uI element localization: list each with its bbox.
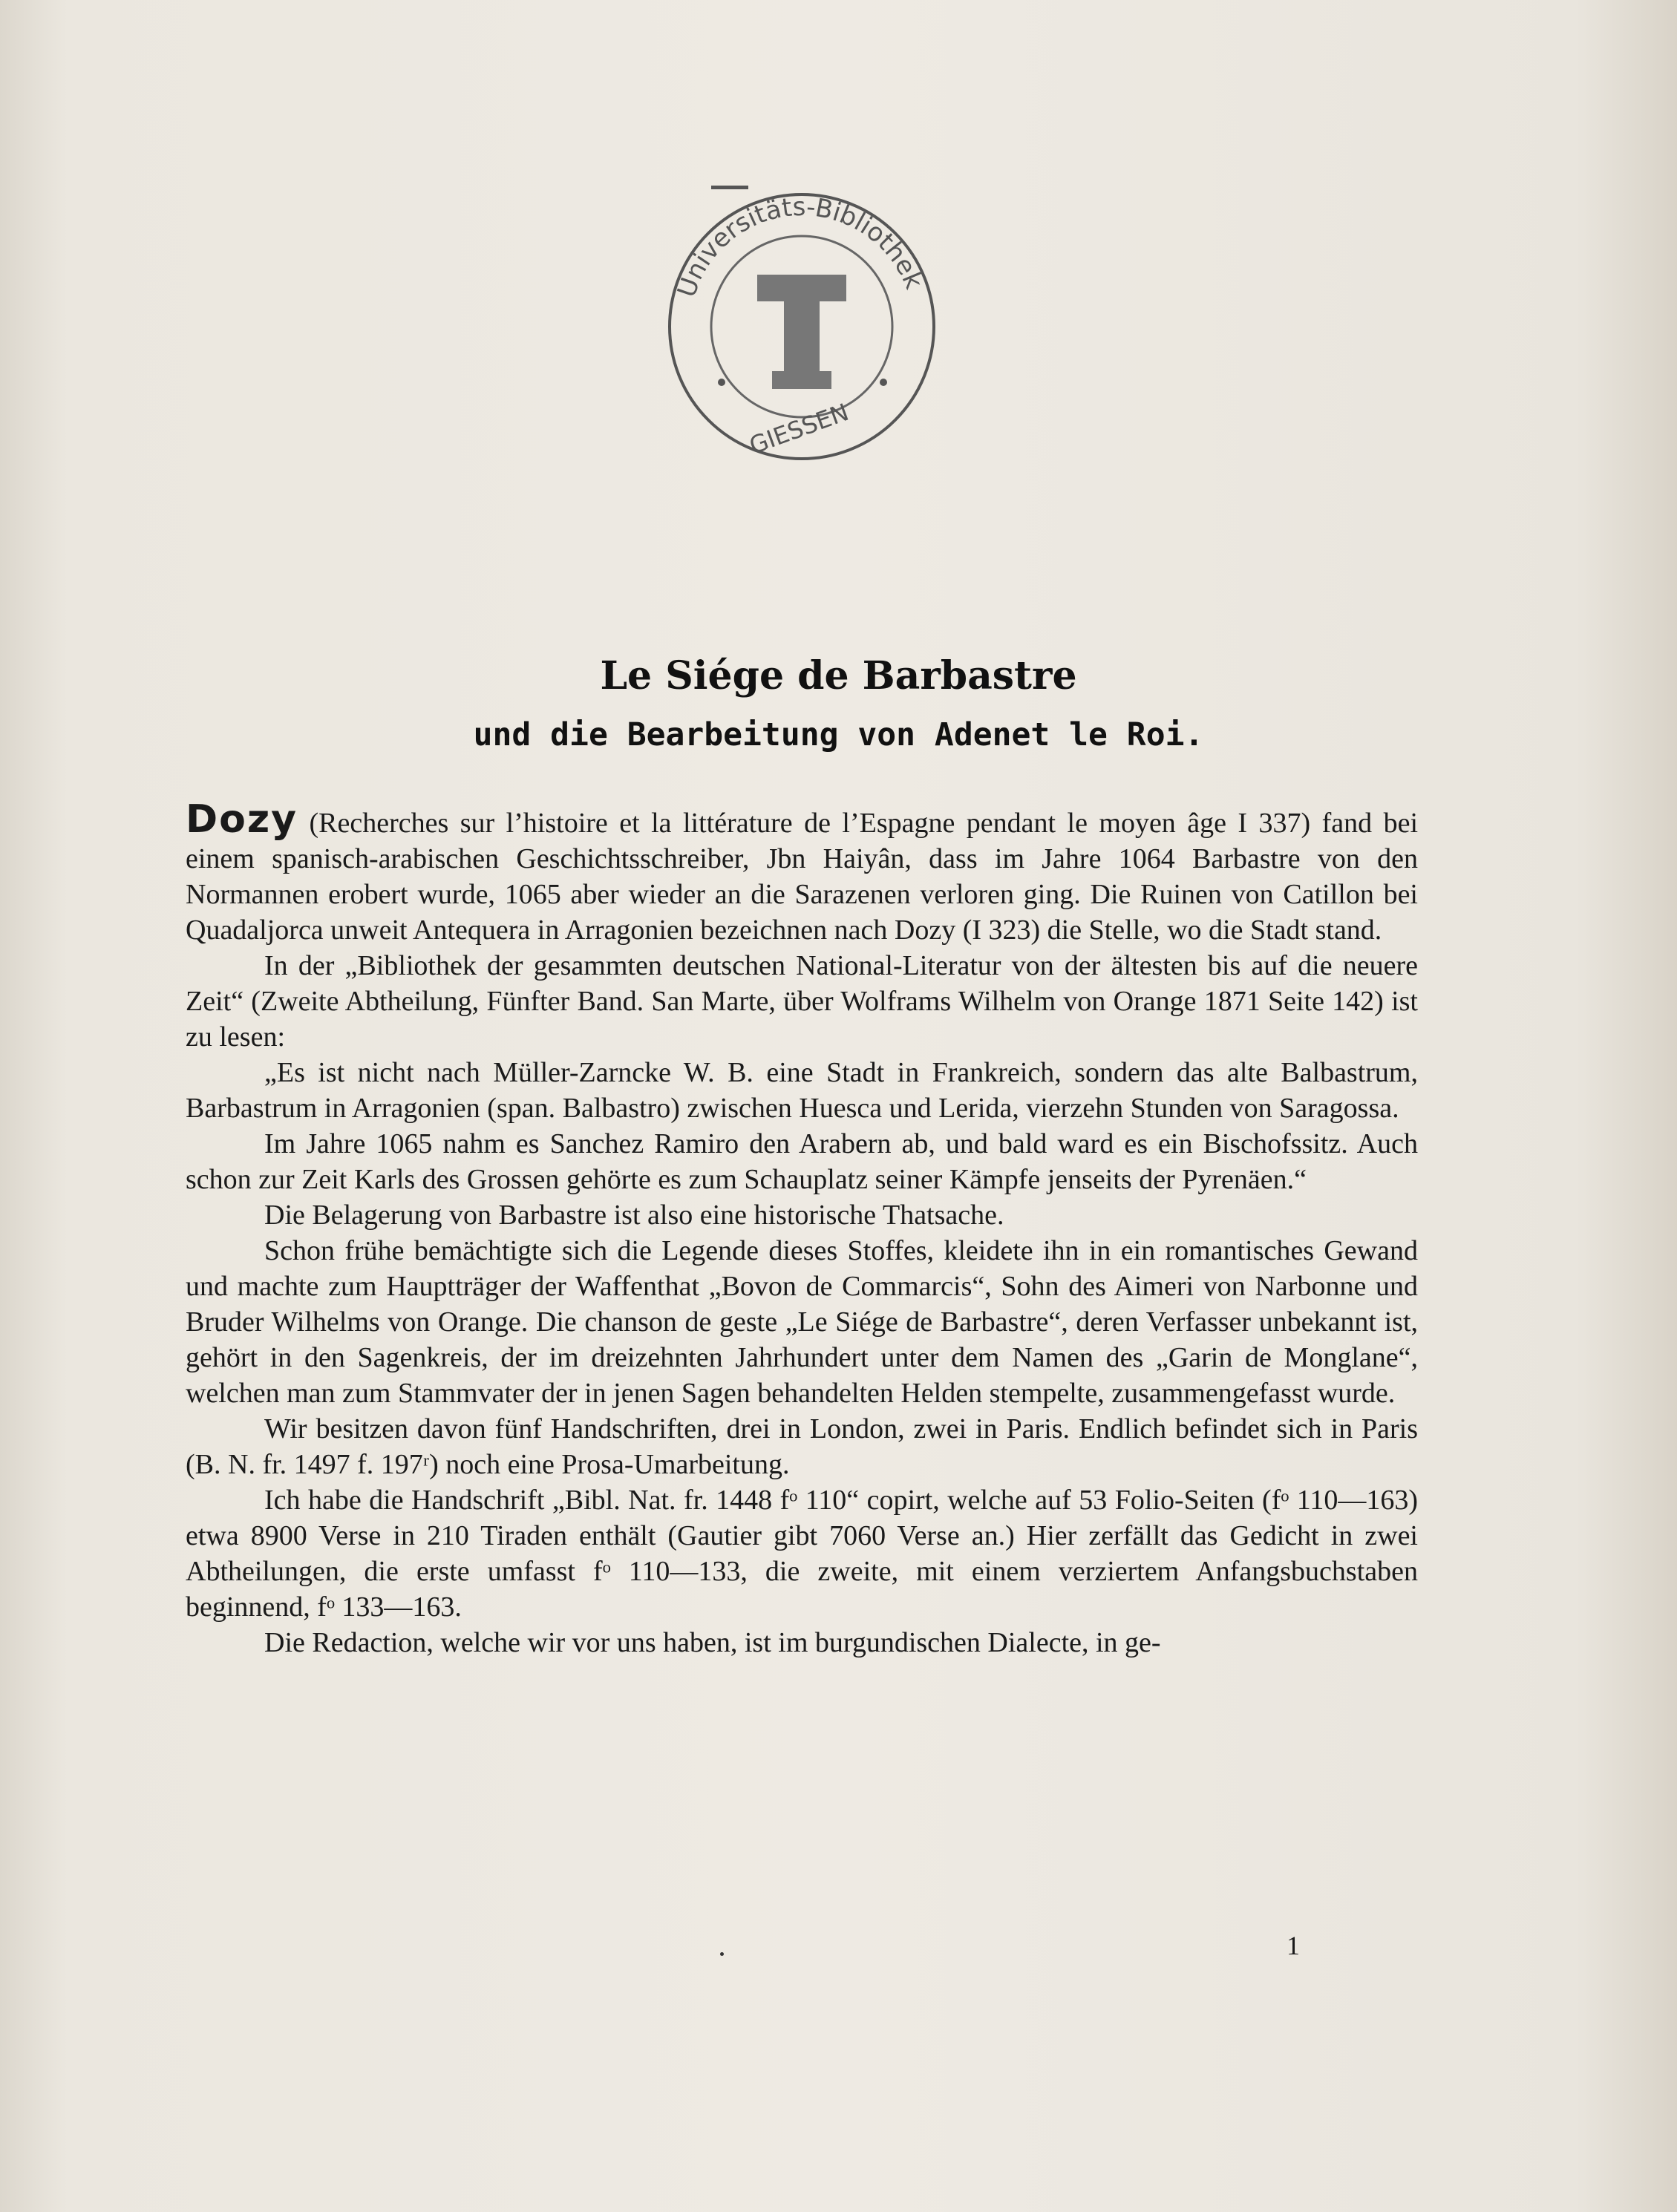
paragraph-6: Schon frühe bemächtigte sich die Legende dieses Stoffes, kleidete ihn in ein romantisches Gewand und machte zum Hauptträger der Waffenthat „Bovon de Commarcis“, Sohn des Aimeri von Narbonne und Bruder Wilhelms von Orange. Die chanson de geste „Le Siége de Barbastre“, deren Verfasser unbekannt ist, gehört in den Sagenkreis, der im dreizehnten Jahrhundert unter dem Namen des „Garin de Monglane“, welchen man zum Stammvater der in jenen Sagen behandelten Helden stempelte, zusammengefasst wurde. [186,1235,1418,1409]
paragraph-8: Ich habe die Handschrift „Bibl. Nat. fr. 1448 fᵒ 110“ copirt, welche auf 53 Folio-Seiten (fᵒ 110—163) etwa 8900 Verse in 210 Tiraden enthält (Gautier gibt 7060 Verse an.) Hier zerfällt das Gedicht in zwei Abtheilungen, die erste umfasst fᵒ 110—133, die zweite, mit einem verziertem Anfangsbuchstaben beginnend, fᵒ 133—163. [186,1485,1418,1623]
paragraph-7: Wir besitzen davon fünf Handschriften, drei in London, zwei in Paris. Endlich befindet sich in Paris (B. N. fr. 1497 f. 197ʳ) noch eine Prosa-Umarbeitung. [186,1413,1418,1480]
stamp-city-text: GIESSEN [745,397,853,460]
initial-word: Dozy [186,797,298,842]
paragraph-5: Die Belagerung von Barbastre ist also eine historische Thatsache. [264,1200,1004,1231]
page-title: Le Siége de Barbastre [600,653,1077,698]
paragraph-4: Im Jahre 1065 nahm es Sanchez Ramiro den Arabern ab, und bald ward es ein Bischofssitz. Auch schon zur Zeit Karls des Grossen gehörte es zum Schauplatz seiner Kämpfe jenseits der Pyrenäen.“ [186,1128,1418,1195]
article-body [186,797,1418,1660]
paragraph-2: In der „Bibliothek der gesammten deutschen National-Literatur von der ältesten bis auf die neuere Zeit“ (Zweite Abtheilung, Fünfter Band. San Marte, über Wolframs Wilhelm von Orange 1871 Seite 142) ist zu lesen: [186,950,1418,1053]
paragraph-3: „Es ist nicht nach Müller-Zarncke W. B. eine Stadt in Frankreich, sondern das alte Balbastrum, Barbastrum in Arragonien (span. Balbastro) zwischen Huesca und Lerida, vierzehn Stunden von Saragossa. [186,1057,1418,1124]
paragraph-1 [186,797,1418,948]
paragraph-9: Die Redaction, welche wir vor uns haben, ist im burgundischen Dialecte, in ge- [264,1627,1161,1658]
paragraph-1-text: (Recherches sur l’histoire et la littérature de l’Espagne pendant le moyen âge I 337) fand bei einem spanisch-arabischen Geschichtsschreiber, Jbn Haiyân, dass im Jahre 1064 Barbastre von den Normannen erobert wurde, 1065 aber wieder an die Sarazenen verloren ging. Die Ruinen von Catillon bei Quadaljorca unweit Antequera in Arragonien bezeichnen nach Dozy (I 323) die Stelle, wo die Stadt stand. [186,808,1418,946]
cross-emblem-icon [757,275,846,389]
library-stamp-graphic [661,186,943,468]
library-stamp [661,186,943,468]
page-number: 1 [1287,1931,1300,1960]
stamp-ring-text: Universitäts-Bibliothek [671,192,929,301]
printer-dot [720,1952,724,1956]
page-subtitle: und die Bearbeitung von Adenet le Roi. [473,716,1204,753]
